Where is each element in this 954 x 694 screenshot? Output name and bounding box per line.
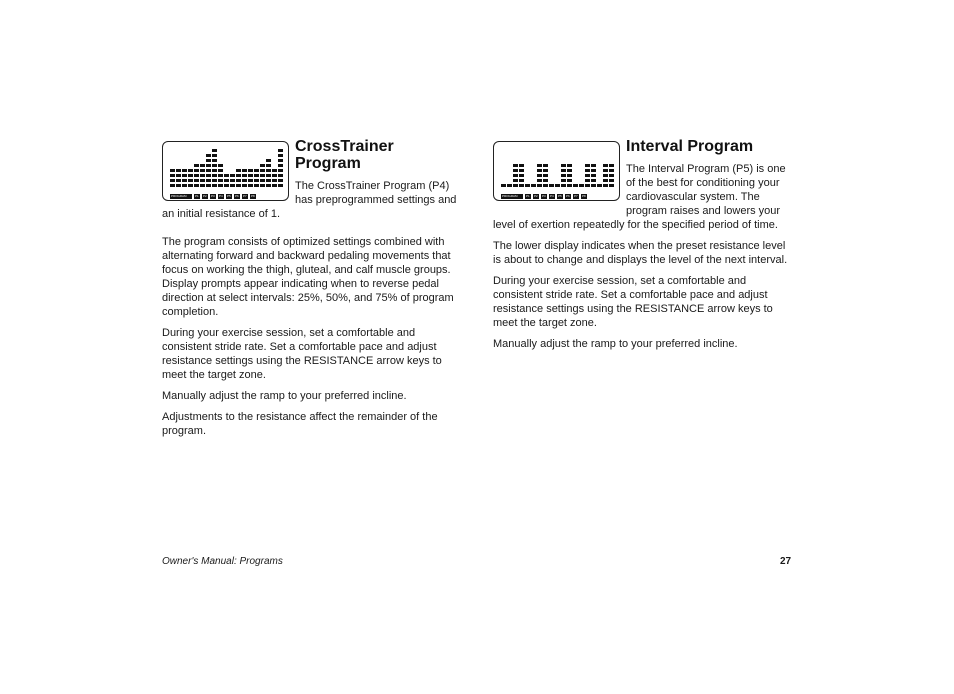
interval-paragraph: The lower display indicates when the preset resistance level is about to change and displays the level of the next interval. bbox=[493, 240, 788, 266]
profile-segment bbox=[176, 179, 181, 182]
profile-segment bbox=[206, 179, 211, 182]
profile-segment bbox=[188, 179, 193, 182]
profile-segment bbox=[206, 164, 211, 167]
profile-segment bbox=[266, 184, 271, 187]
crosstrainer-paragraph: During your exercise session, set a comfortable and consistent stride rate. Set a comfortable pace and adjust resistance settings using the RESISTANCE arrow keys to meet the target zone. bbox=[162, 327, 442, 381]
profile-segment bbox=[549, 184, 554, 187]
profile-segment bbox=[543, 184, 548, 187]
crosstrainer-header bbox=[162, 138, 460, 221]
profile-segment bbox=[266, 174, 271, 177]
crosstrainer-program-labels bbox=[170, 194, 256, 199]
profile-segment bbox=[585, 174, 590, 177]
profile-segment bbox=[561, 169, 566, 172]
profile-segment bbox=[182, 169, 187, 172]
profile-segment bbox=[200, 164, 205, 167]
profile-segment bbox=[537, 184, 542, 187]
profile-segment bbox=[212, 149, 217, 152]
profile-segment bbox=[266, 164, 271, 167]
profile-segment bbox=[194, 164, 199, 167]
profile-segment bbox=[513, 179, 518, 182]
interval-paragraph: During your exercise session, set a comfortable and consistent stride rate. Set a comfortable pace and adjust resistance settings using the RESISTANCE arrow keys to meet the target zone. bbox=[493, 275, 773, 329]
interval-section bbox=[493, 138, 791, 358]
profile-segment bbox=[513, 174, 518, 177]
profile-segment bbox=[585, 169, 590, 172]
profile-segment bbox=[182, 184, 187, 187]
profile-segment bbox=[278, 154, 283, 157]
profile-segment bbox=[212, 174, 217, 177]
profile-segment bbox=[236, 179, 241, 182]
profile-segment bbox=[525, 184, 530, 187]
profile-segment bbox=[513, 164, 518, 167]
profile-segment bbox=[591, 174, 596, 177]
profile-segment bbox=[200, 184, 205, 187]
profile-segment bbox=[218, 179, 223, 182]
program-label: P7 bbox=[243, 194, 247, 198]
profile-segment bbox=[242, 169, 247, 172]
profile-segment bbox=[188, 174, 193, 177]
profile-segment bbox=[603, 174, 608, 177]
program-label: P3 bbox=[211, 194, 215, 198]
profile-segment bbox=[609, 164, 614, 167]
profile-segment bbox=[194, 184, 199, 187]
profile-segment bbox=[573, 184, 578, 187]
profile-segment bbox=[603, 169, 608, 172]
profile-segment bbox=[254, 174, 259, 177]
profile-segment bbox=[194, 169, 199, 172]
profile-segment bbox=[537, 169, 542, 172]
program-label: P2 bbox=[203, 194, 207, 198]
profile-segment bbox=[260, 164, 265, 167]
profile-segment bbox=[206, 159, 211, 162]
profile-segment bbox=[254, 169, 259, 172]
profile-segment bbox=[501, 184, 506, 187]
profile-segment bbox=[278, 174, 283, 177]
profile-segment bbox=[278, 169, 283, 172]
profile-segment bbox=[278, 159, 283, 162]
profile-segment bbox=[188, 169, 193, 172]
profile-segment bbox=[254, 179, 259, 182]
profile-segment bbox=[182, 174, 187, 177]
footer-section-title: Owner's Manual: Programs bbox=[162, 556, 283, 567]
profile-segment bbox=[537, 164, 542, 167]
profile-segment bbox=[561, 164, 566, 167]
profile-segment bbox=[242, 184, 247, 187]
profile-segment bbox=[248, 174, 253, 177]
program-label: P4 bbox=[550, 194, 554, 198]
profile-segment bbox=[278, 184, 283, 187]
interval-program-labels bbox=[501, 194, 587, 199]
profile-segment bbox=[519, 179, 524, 182]
profile-segment bbox=[218, 174, 223, 177]
profile-segment bbox=[206, 184, 211, 187]
profile-segment bbox=[609, 174, 614, 177]
profile-segment bbox=[236, 174, 241, 177]
profile-segment bbox=[230, 184, 235, 187]
profile-segment bbox=[200, 179, 205, 182]
crosstrainer-paragraph: The program consists of optimized settings combined with alternating forward and backward pedaling movements that focus on working the thigh, gluteal, and calf muscle groups. Display prompts appear indicating when to reverse pedal direction at select intervals: 25%, 50%, and 75% of program completion. bbox=[162, 236, 454, 318]
profile-segment bbox=[603, 164, 608, 167]
profile-segment bbox=[254, 184, 259, 187]
crosstrainer-paragraph: Manually adjust the ramp to your preferred incline. bbox=[162, 390, 407, 402]
profile-segment bbox=[278, 164, 283, 167]
profile-segment bbox=[176, 184, 181, 187]
profile-segment bbox=[543, 169, 548, 172]
profile-segment bbox=[585, 184, 590, 187]
profile-segment bbox=[537, 174, 542, 177]
crosstrainer-paragraph: Adjustments to the resistance affect the remainder of the program. bbox=[162, 411, 438, 437]
profile-segment bbox=[218, 184, 223, 187]
program-label: P1 bbox=[526, 194, 530, 198]
profile-segment bbox=[170, 174, 175, 177]
program-label: P5 bbox=[227, 194, 231, 198]
profile-segment bbox=[212, 164, 217, 167]
profile-segment bbox=[507, 184, 512, 187]
profile-segment bbox=[206, 174, 211, 177]
profile-segment bbox=[585, 164, 590, 167]
profile-segment bbox=[206, 169, 211, 172]
profile-segment bbox=[272, 184, 277, 187]
profile-segment bbox=[212, 169, 217, 172]
profile-segment bbox=[248, 184, 253, 187]
profile-segment bbox=[609, 169, 614, 172]
profile-segment bbox=[170, 169, 175, 172]
interval-paragraph: Manually adjust the ramp to your preferred incline. bbox=[493, 338, 738, 350]
profile-segment bbox=[531, 184, 536, 187]
program-label: P8 bbox=[582, 194, 586, 198]
profile-segment bbox=[224, 179, 229, 182]
profile-segment bbox=[561, 184, 566, 187]
profile-segment bbox=[194, 174, 199, 177]
profile-segment bbox=[212, 179, 217, 182]
program-label: P1 bbox=[195, 194, 199, 198]
profile-segment bbox=[236, 184, 241, 187]
profile-segment bbox=[200, 174, 205, 177]
profile-segment bbox=[212, 184, 217, 187]
profile-segment bbox=[266, 169, 271, 172]
profile-segment bbox=[519, 174, 524, 177]
profile-segment bbox=[591, 184, 596, 187]
profile-segment bbox=[272, 179, 277, 182]
program-label: P2 bbox=[534, 194, 538, 198]
program-label: P7 bbox=[574, 194, 578, 198]
profile-segment bbox=[609, 179, 614, 182]
profile-segment bbox=[218, 164, 223, 167]
profile-segment bbox=[212, 159, 217, 162]
profile-segment bbox=[266, 179, 271, 182]
interval-title: Interval Program bbox=[626, 138, 754, 155]
profile-segment bbox=[170, 184, 175, 187]
profile-segment bbox=[194, 179, 199, 182]
profile-segment bbox=[561, 174, 566, 177]
profile-segment bbox=[236, 169, 241, 172]
crosstrainer-lcd-display bbox=[162, 141, 289, 201]
profile-segment bbox=[260, 184, 265, 187]
profile-segment bbox=[212, 154, 217, 157]
profile-segment bbox=[278, 149, 283, 152]
profile-segment bbox=[242, 179, 247, 182]
program-label: P3 bbox=[542, 194, 546, 198]
profile-segment bbox=[591, 169, 596, 172]
crosstrainer-intro: The CrossTrainer Program (P4) has preprogrammed settings and an initial resistance of 1. bbox=[162, 180, 457, 220]
profile-segment bbox=[260, 174, 265, 177]
interval-header bbox=[493, 138, 791, 232]
profile-segment bbox=[591, 164, 596, 167]
profile-segment bbox=[519, 164, 524, 167]
profile-segment bbox=[567, 164, 572, 167]
program-label: PROGRAM bbox=[170, 194, 192, 199]
program-label: P8 bbox=[251, 194, 255, 198]
profile-segment bbox=[188, 184, 193, 187]
program-label: PROGRAM bbox=[501, 194, 523, 199]
profile-segment bbox=[182, 179, 187, 182]
profile-segment bbox=[224, 184, 229, 187]
profile-segment bbox=[266, 159, 271, 162]
profile-segment bbox=[248, 179, 253, 182]
profile-segment bbox=[242, 174, 247, 177]
crosstrainer-section bbox=[162, 138, 460, 445]
crosstrainer-title: CrossTrainer Program bbox=[295, 138, 394, 172]
profile-segment bbox=[272, 169, 277, 172]
profile-segment bbox=[260, 169, 265, 172]
program-label: P4 bbox=[219, 194, 223, 198]
profile-segment bbox=[176, 174, 181, 177]
profile-segment bbox=[585, 179, 590, 182]
interval-intro: The Interval Program (P5) is one of the best for conditioning your cardiovascular system. The program raises and lowers your level of exertion repeatedly for the specified period of time. bbox=[493, 163, 786, 231]
profile-segment bbox=[567, 174, 572, 177]
page-number: 27 bbox=[780, 556, 792, 567]
profile-segment bbox=[609, 184, 614, 187]
interval-lcd-display bbox=[493, 141, 620, 201]
program-label: P6 bbox=[235, 194, 239, 198]
profile-segment bbox=[218, 169, 223, 172]
profile-segment bbox=[206, 154, 211, 157]
profile-segment bbox=[513, 169, 518, 172]
profile-segment bbox=[555, 184, 560, 187]
profile-segment bbox=[579, 184, 584, 187]
profile-segment bbox=[543, 179, 548, 182]
profile-segment bbox=[543, 174, 548, 177]
profile-segment bbox=[597, 184, 602, 187]
profile-segment bbox=[224, 174, 229, 177]
profile-segment bbox=[272, 174, 277, 177]
profile-segment bbox=[230, 179, 235, 182]
profile-segment bbox=[200, 169, 205, 172]
profile-segment bbox=[561, 179, 566, 182]
profile-segment bbox=[519, 169, 524, 172]
profile-segment bbox=[170, 179, 175, 182]
program-label: P5 bbox=[558, 194, 562, 198]
profile-segment bbox=[603, 179, 608, 182]
profile-segment bbox=[603, 184, 608, 187]
profile-segment bbox=[519, 184, 524, 187]
program-label: P6 bbox=[566, 194, 570, 198]
profile-segment bbox=[230, 174, 235, 177]
profile-segment bbox=[260, 179, 265, 182]
profile-segment bbox=[591, 179, 596, 182]
profile-segment bbox=[248, 169, 253, 172]
profile-segment bbox=[567, 179, 572, 182]
profile-segment bbox=[278, 179, 283, 182]
profile-segment bbox=[567, 169, 572, 172]
profile-segment bbox=[567, 184, 572, 187]
profile-segment bbox=[176, 169, 181, 172]
profile-segment bbox=[543, 164, 548, 167]
profile-segment bbox=[537, 179, 542, 182]
profile-segment bbox=[513, 184, 518, 187]
